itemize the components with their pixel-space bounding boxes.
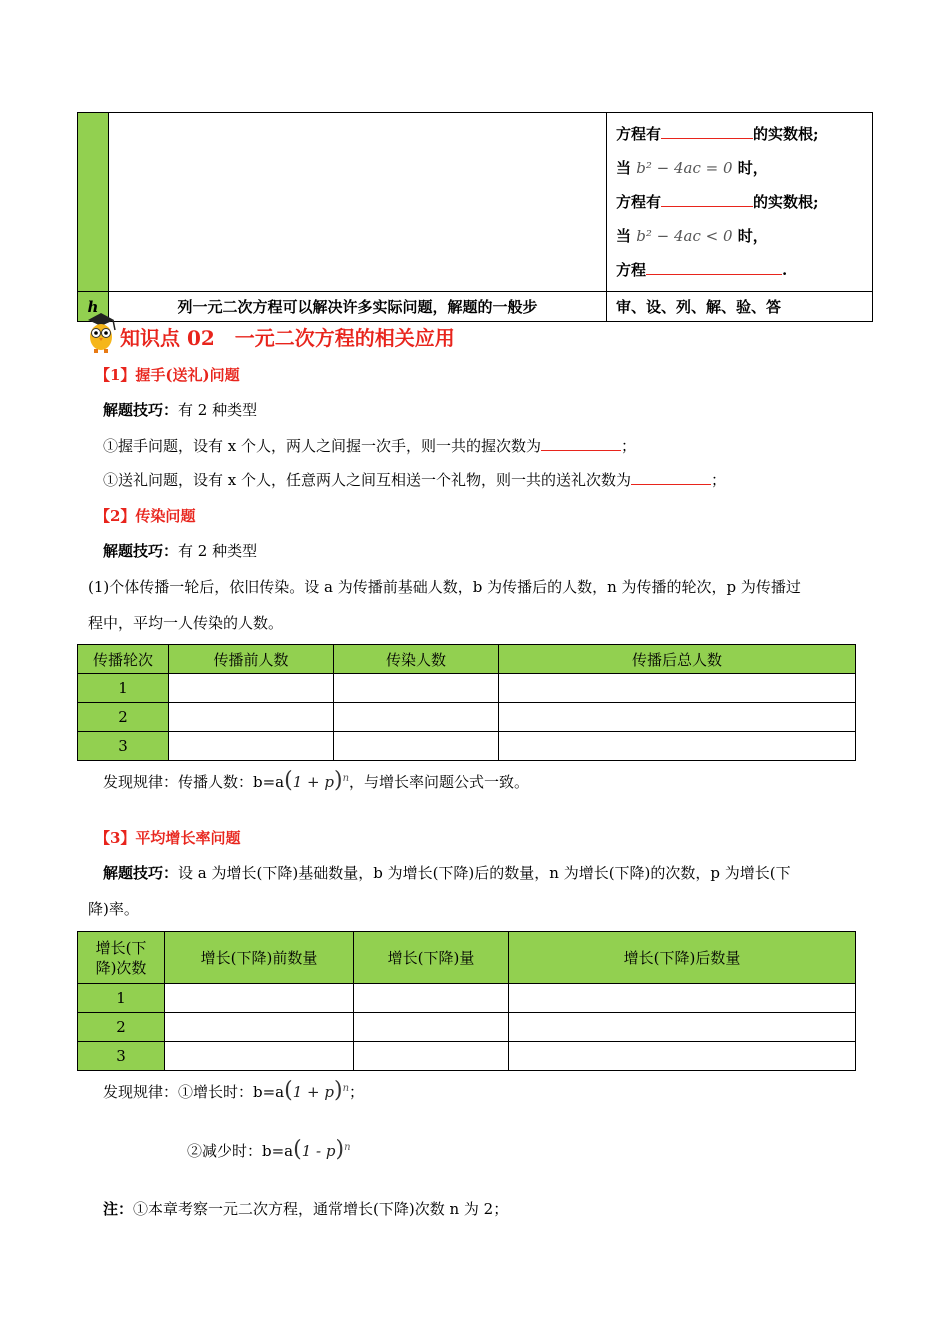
spread-table: [77, 644, 856, 761]
line-1: 方程有 的实数根;: [616, 125, 819, 143]
table-row: [78, 732, 856, 761]
growth-header-3: 增长(下降)后数量: [509, 932, 856, 984]
top-table-right-cell: [607, 113, 873, 292]
note: 注：①本章考察一元二次方程，通常增长(下降)次数 n 为 2；: [103, 1200, 509, 1218]
part2-rule: 发现规律：传播人数：$b=a(1 + p)^n$，与增长率问题公式一致。: [103, 768, 530, 793]
times-number: 2: [78, 1013, 165, 1042]
round-number: 1: [78, 674, 169, 703]
graduate-owl-icon: [84, 310, 118, 354]
spread-formula: 1 + p: [292, 773, 334, 791]
line-5: 方程 .: [616, 261, 788, 279]
part1-tip: 解题技巧：有 2 种类型: [103, 401, 258, 419]
table-row: [78, 703, 856, 732]
spread-header-3: 传播后总人数: [499, 645, 856, 674]
section-title: 知识点 02 一元二次方程的相关应用: [120, 326, 455, 350]
part2-tip: 解题技巧：有 2 种类型: [103, 542, 258, 560]
row-letter: h: [78, 292, 109, 322]
part3-heading: 【3】平均增长率问题: [95, 829, 241, 847]
round-number: 2: [78, 703, 169, 732]
line-2: 当 b² − 4ac = 0 时，: [616, 159, 768, 177]
growth-header-2: 增长(下降)量: [354, 932, 509, 984]
times-number: 3: [78, 1042, 165, 1071]
table-row: [78, 1013, 856, 1042]
line-4: 当 b² − 4ac < 0 时，: [616, 227, 768, 245]
top-table-empty-cell: [109, 113, 607, 292]
discriminant-negative-formula: b² − 4ac < 0: [636, 227, 733, 245]
part3-rule-increase: 发现规律：①增长时：$b=a(1 + p)^n$；: [103, 1078, 365, 1103]
round-number: 3: [78, 732, 169, 761]
part2-heading: 【2】传染问题: [95, 507, 196, 525]
part2-para-line1: (1)个体传播一轮后，依旧传染。设 a 为传播前基础人数，b 为传播后的人数，n 为传播的轮次，p 为传播过: [88, 578, 801, 596]
table-row: [78, 1042, 856, 1071]
discriminant-zero-formula: b² − 4ac = 0: [636, 159, 733, 177]
line-3: 方程有 的实数根;: [616, 193, 819, 211]
increase-formula: 1 + p: [292, 1083, 334, 1101]
times-number: 1: [78, 984, 165, 1013]
part3-rule-decrease: ②减少时：b=a(1 - p)$^n$: [187, 1137, 351, 1162]
table-row: [78, 984, 856, 1013]
part2-para-line2: 程中，平均一人传染的人数。: [88, 614, 284, 632]
spread-header-1: 传播前人数: [169, 645, 334, 674]
spread-header-2: 传染人数: [334, 645, 499, 674]
steps-list: 审、设、列、解、验、答: [607, 292, 873, 322]
part3-para-line2: 降)率。: [88, 900, 139, 918]
part1-item2: ①送礼问题，设有 x 个人，任意两人之间互相送一个礼物，则一共的送礼次数为 ；: [103, 471, 727, 489]
top-table-green-cell: [78, 113, 109, 292]
decrease-formula: 1 - p: [301, 1142, 336, 1160]
growth-table: [77, 931, 856, 1071]
table-row: [78, 674, 856, 703]
part1-heading: 【1】握手(送礼)问题: [95, 366, 240, 384]
growth-header-0: 增长(下 降)次数: [78, 932, 165, 984]
steps-description: 列一元二次方程可以解决许多实际问题，解题的一般步: [109, 292, 607, 322]
top-table: [77, 112, 873, 322]
spread-header-0: 传播轮次: [78, 645, 169, 674]
part1-item1: ①握手问题，设有 x 个人，两人之间握一次手，则一共的握次数为 ；: [103, 437, 637, 455]
part3-para-line1: 解题技巧：设 a 为增长(下降)基础数量，b 为增长(下降)后的数量，n 为增长(下降)的次数，p 为增长(下: [103, 864, 791, 882]
growth-header-1: 增长(下降)前数量: [165, 932, 354, 984]
